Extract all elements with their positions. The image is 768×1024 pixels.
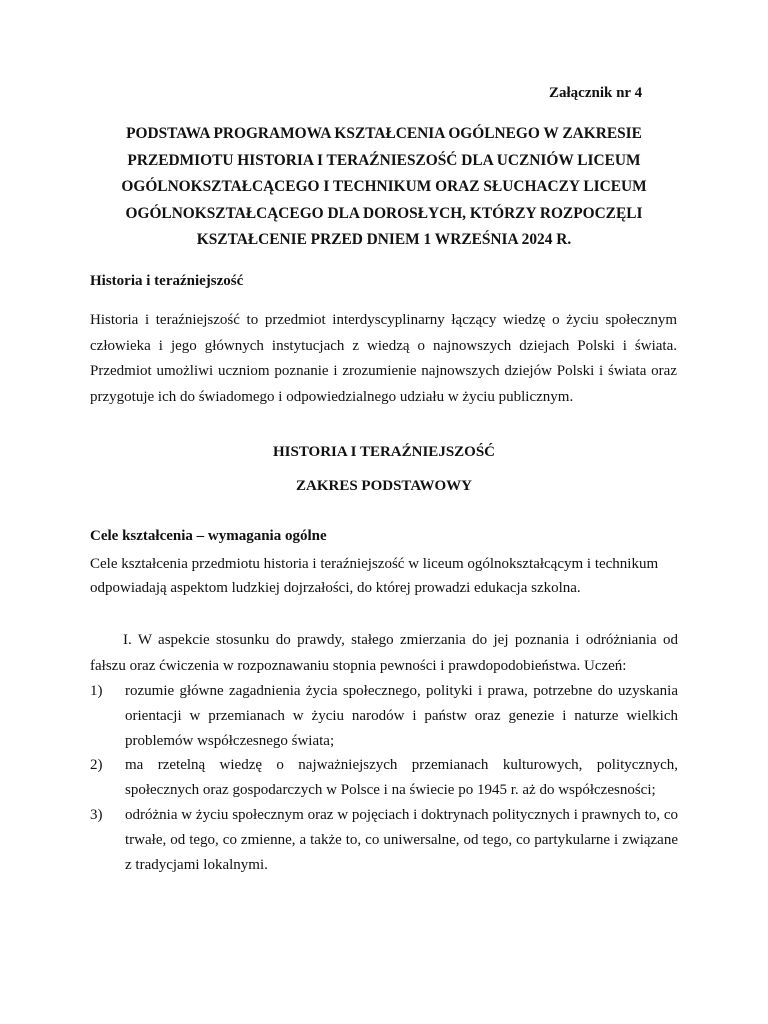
list-item-number: 3) xyxy=(90,806,103,823)
list-item xyxy=(90,753,678,803)
document-title: PODSTAWA PROGRAMOWA KSZTAŁCENIA OGÓLNEGO W ZAKRESIE PRZEDMIOTU HISTORIA I TERAŹNIESZOŚĆ DLA UCZNIÓW LICEUM OGÓLNOKSZTAŁCĄCEGO I TECHNIKUM ORAZ SŁUCHACZY LICEUM OGÓLNOKSZTAŁCĄCEGO DLA DOROSŁYCH, KTÓRZY ROZPOCZĘLI KSZTAŁCENIE PRZED DNIEM 1 WRZEŚNIA 2024 R. xyxy=(121,125,647,248)
list-item-text: rozumie główne zagadnienia życia społecznego, polityki i prawa, potrzebne do uzyskania orientacji w przemianach w życiu narodów i państw oraz genezie i naturze wielkich problemów współczesnego świata; xyxy=(125,683,678,749)
list-item-number: 1) xyxy=(90,683,103,699)
list-item xyxy=(90,803,678,877)
list-item-text: odróżnia w życiu społecznym oraz w pojęciach i doktrynach politycznych i prawnych to, co trwałe, od tego, co zmienne, a także to, co uniwersalne, od tego, co partykularne i związane z tradycjami lokalnymi. xyxy=(125,806,678,873)
list-item xyxy=(90,679,678,753)
list-item-text: ma rzetelną wiedzę o najważniejszych przemianach kulturowych, politycznych, społecznych oraz gospodarczych w Polsce i na świecie po 1945 r. aż do współczesności; xyxy=(125,757,678,799)
list-item-number: 2) xyxy=(90,757,103,774)
annex-label: Załącznik nr 4 xyxy=(549,85,643,101)
requirements-list xyxy=(90,679,678,877)
goals-paragraph: Cele kształcenia przedmiotu historia i teraźniejszość w liceum ogólnokształcącym i technikum odpowiadają aspektom ludzkiej dojrzałości, do której prowadzi edukacja szkolna. xyxy=(90,556,659,596)
scope-heading: ZAKRES PODSTAWOWY xyxy=(295,478,472,494)
subject-intro-paragraph: Historia i teraźniejszość to przedmiot interdyscyplinarny łączący wiedzę o życiu społecznym człowieka i jego głównych instytucjach z wiedzą o najnowszych dziejach Polski i świata. Przedmiot umożliwi uczniom poznanie i zrozumienie najnowszych dziejów Polski i świata oraz przygotuje ich do świadomego i odpowiedzialnego udziału w życiu publicznym. xyxy=(90,312,677,406)
goals-heading: Cele kształcenia – wymagania ogólne xyxy=(90,528,327,544)
subject-heading: Historia i teraźniejszość xyxy=(90,273,244,289)
aspect-intro-paragraph: I. W aspekcie stosunku do prawdy, stałego zmierzania do jej poznania i odróżniania od fałszu oraz ćwiczenia w rozpoznawaniu stopnia pewności i prawdopodobieństwa. Uczeń: xyxy=(90,632,678,674)
course-heading: HISTORIA I TERAŹNIEJSZOŚĆ xyxy=(272,444,496,460)
